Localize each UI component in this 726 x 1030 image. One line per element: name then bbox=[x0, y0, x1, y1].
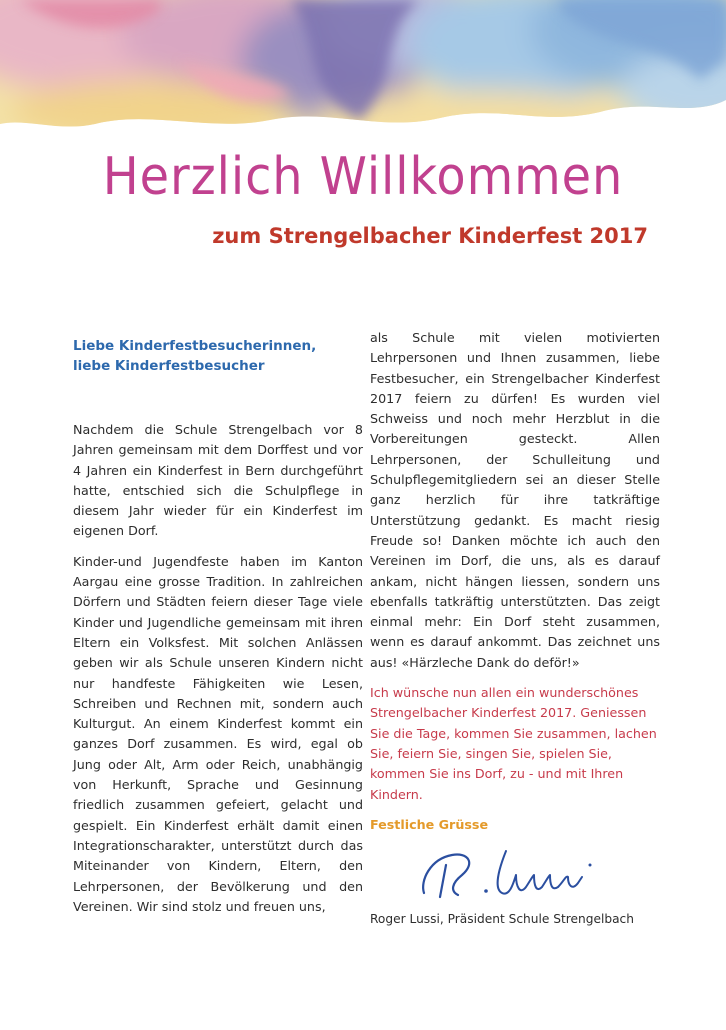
paragraph-thanks: als Schule mit vielen motivierten Lehrpersonen und Ihnen zusammen, liebe Festbesucher, ein Strengelbacher Kinderfest 2017 feiern zu dürfen! Es wurden viel Schweiss und noch mehr Herzblut in die Vorbereitungen gesteckt. Allen Lehrpersonen, der Schulleitung und Schulpflegemitgliedern sei an dieser Stelle ganz herzlich für ihre tatkräftige Unterstützung gedankt. Es macht riesig Freude so! Danken möchte ich auch den Vereinen im Dorf, die uns, als es darauf ankam, nicht hängen liessen, sondern uns ebenfalls tatkräftig unterstützten. Das zeigt einmal mehr: Ein Dorf steht zusammen, wenn es darauf ankommt. Das zeichnet uns aus! «Härzleche Dank do deför!» bbox=[370, 330, 660, 670]
paragraph-tradition: Kinder-und Jugendfeste haben im Kanton Aargau eine grosse Tradition. In zahlreichen Dörfern und Städten feiern dieser Tage viele Kinder und Jugendliche gemeinsam mit ihren Eltern ein Volksfest. Mit solchen Anlässen geben wir als Schule unseren Kindern nicht nur handfeste Fähigkeiten wie Lesen, Schreiben und Rechnen mit, sondern auch Kulturgut. An einem Kinderfest kommt ein ganzes Dorf zusammen. Es wird, egal ob Jung oder Alt, Arm oder Reich, unabhängig von Herkunft, Sprache und Gesinnung friedlich zusammen gefeiert, gelacht und gespielt. Ein Kinderfest erhält damit einen Integrationscharakter, unterstützt durch das Miteinander von Kindern, Eltern, den Lehrpersonen, der Bevölkerung und den Vereinen. Wir sind stolz und freuen uns, bbox=[73, 553, 363, 914]
right-column bbox=[370, 328, 660, 929]
paragraph-wish: Ich wünsche nun allen ein wunderschönes Strengelbacher Kinderfest 2017. Geniessen Sie die Tage, kommen Sie zusammen, lachen Sie, feiern Sie, singen Sie, spielen Sie, kommen Sie ins Dorf, zu - und mit Ihren Kindern. bbox=[370, 685, 657, 802]
paragraph-intro: Nachdem die Schule Strengelbach vor 8 Jahren gemeinsam mit dem Dorffest und vor 4 Jahren ein Kinderfest in Bern durchgeführt hatte, entschied sich die Schulpflege in diesem Jahr wieder für ein Kinderfest im eigenen Dorf. bbox=[73, 422, 363, 539]
left-column bbox=[73, 328, 363, 917]
page-title: Herzlich Willkommen bbox=[102, 147, 624, 207]
signature bbox=[410, 841, 610, 903]
page-subtitle: zum Strengelbacher Kinderfest 2017 bbox=[212, 224, 648, 248]
watercolor-banner bbox=[0, 0, 726, 150]
signer-name: Roger Lussi, Präsident Schule Strengelbach bbox=[370, 912, 634, 927]
closing-greeting: Festliche Grüsse bbox=[370, 816, 489, 832]
salutation-line-2: liebe Kinderfestbesucher bbox=[73, 358, 265, 374]
salutation bbox=[73, 328, 363, 376]
salutation-line-1: Liebe Kinderfestbesucherinnen, bbox=[73, 338, 317, 354]
